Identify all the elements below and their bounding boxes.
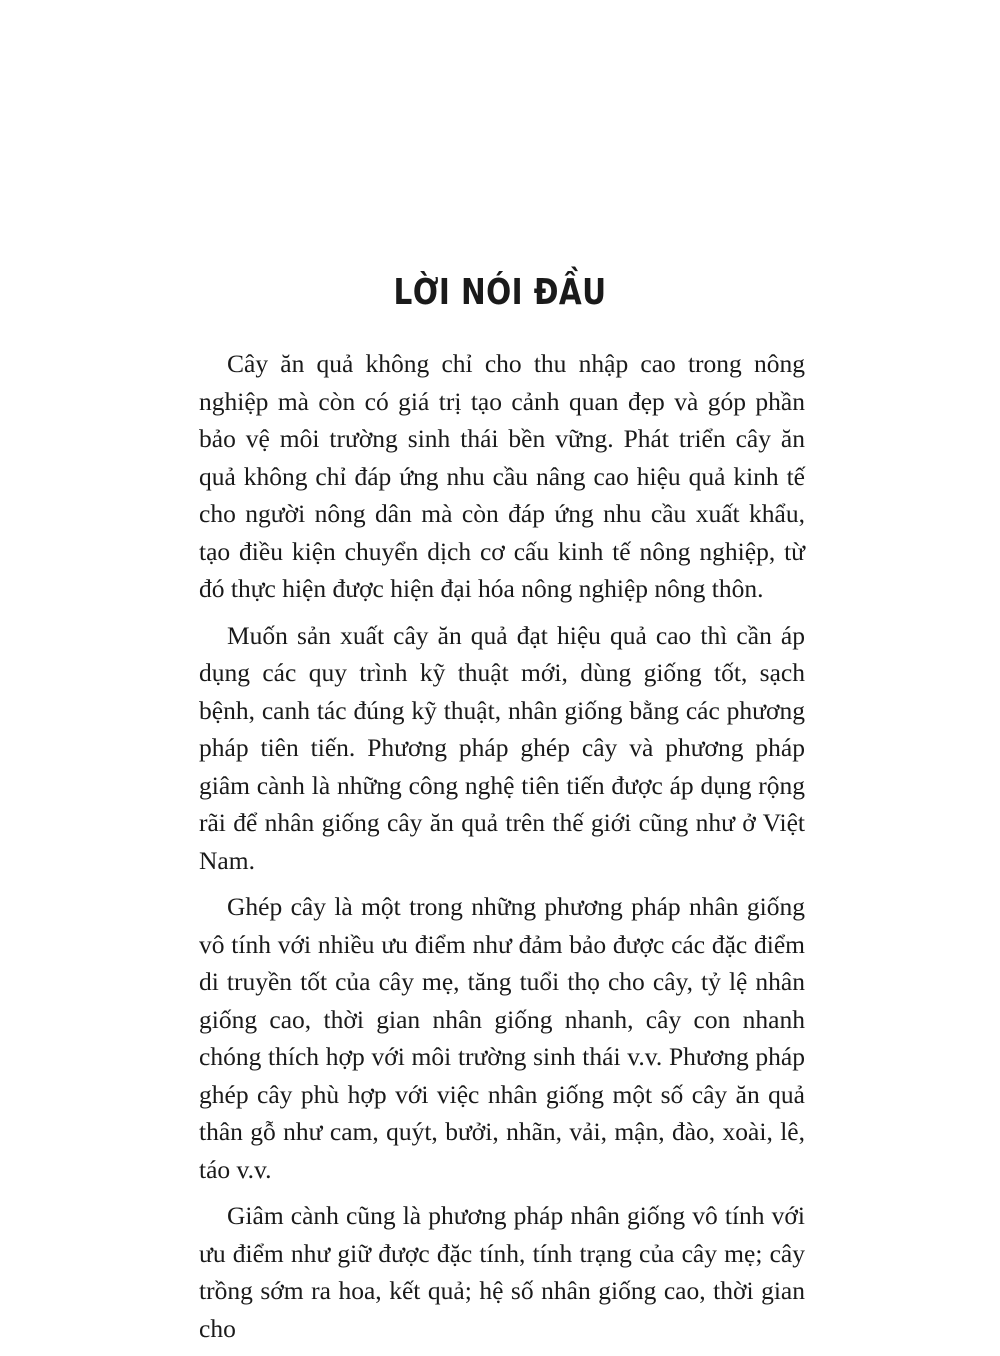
paragraph-3: Ghép cây là một trong những phương pháp nhân giống vô tính với nhiều ưu điểm như đảm bảo được các đặc điểm di truyền tốt của cây mẹ, tăng tuổi thọ cho cây, tỷ lệ nhân giống cao, thời gian nhân giống nhanh, cây con nhanh chóng thích hợp với môi trường sinh thái v.v. Phương pháp ghép cây phù hợp với việc nhân giống một số cây ăn quả thân gỗ như cam, quýt, bưởi, nhãn, vải, mận, đào, xoài, lê, táo v.v. <box>199 892 805 1184</box>
paragraph-4: Giâm cành cũng là phương pháp nhân giống vô tính với ưu điểm như giữ được đặc tính, tính trạng của cây mẹ; cây trồng sớm ra hoa, kết quả; hệ số nhân giống cao, thời gian cho <box>199 1201 805 1343</box>
paragraph-1: Cây ăn quả không chỉ cho thu nhập cao trong nông nghiệp mà còn có giá trị tạo cảnh quan đẹp và góp phần bảo vệ môi trường sinh thái bền vững. Phát triển cây ăn quả không chỉ đáp ứng nhu cầu nâng cao hiệu quả kinh tế cho người nông dân mà còn đáp ứng nhu cầu xuất khẩu, tạo điều kiện chuyển dịch cơ cấu kinh tế nông nghiệp, từ đó thực hiện được hiện đại hóa nông nghiệp nông thôn. <box>199 349 805 603</box>
page-title: LỜI NÓI ĐẦU <box>393 272 607 314</box>
paragraph-2: Muốn sản xuất cây ăn quả đạt hiệu quả cao thì cần áp dụng các quy trình kỹ thuật mới, dùng giống tốt, sạch bệnh, canh tác đúng kỹ thuật, nhân giống bằng các phương pháp tiên tiến. Phương pháp ghép cây và phương pháp giâm cành là những công nghệ tiên tiến được áp dụng rộng rãi để nhân giống cây ăn quả trên thế giới cũng như ở Việt Nam. <box>199 620 805 875</box>
body-text <box>199 345 805 1356</box>
